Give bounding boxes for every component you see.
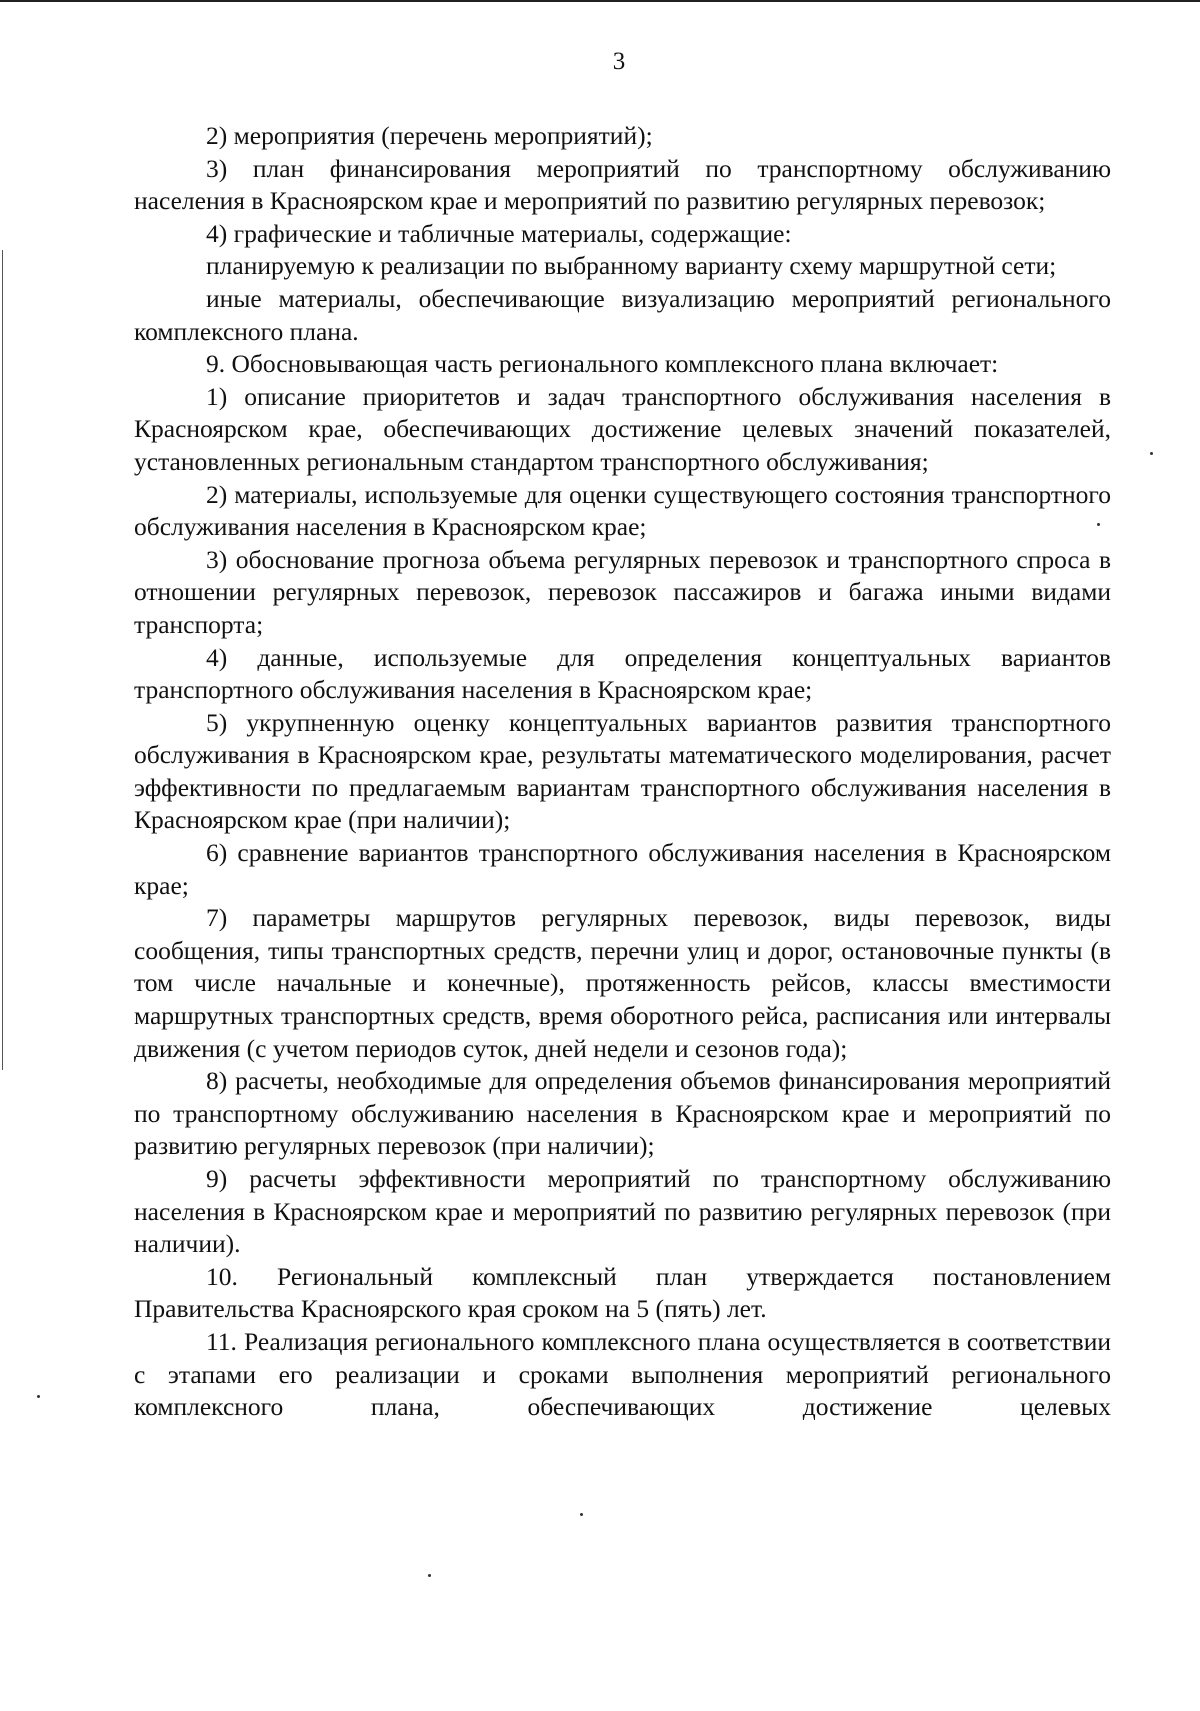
- document-body: [134, 120, 1111, 1424]
- scan-speck: [1097, 523, 1100, 526]
- scan-speck: [428, 1574, 431, 1577]
- clause-9-item-3: 3) обоснование прогноза объема регулярных перевозок и транспортного спроса в отношении регулярных перевозок, перевозок пассажиров и багажа иными видами транспорта;: [134, 544, 1111, 639]
- clause-9-justification: 9. Обосновывающая часть регионального комплексного плана включает:: [206, 349, 999, 379]
- scan-speck: [37, 1395, 40, 1398]
- clause-9-item-5: 5) укрупненную оценку концептуальных вариантов развития транспортного обслуживания в Красноярском крае, результаты математического моделирования, расчет эффективности по предлагаемым вариантам транспортного обслуживания населения в Красноярском крае (при наличии);: [134, 707, 1111, 835]
- list-item-4-graphic-materials: 4) графические и табличные материалы, содержащие:: [206, 218, 792, 248]
- page-number: 3: [612, 48, 626, 75]
- clause-10-approval: 10. Региональный комплексный план утверждается постановлением Правительства Красноярского края сроком на 5 (пять) лет.: [134, 1261, 1111, 1324]
- clause-11-implementation: 11. Реализация регионального комплексного плана осуществляется в соответствии с этапами его реализации и сроками выполнения мероприятий регионального комплексного плана, обеспечивающих достижение целевых: [134, 1326, 1111, 1422]
- scan-left-edge: [2, 250, 3, 1070]
- clause-9-item-1: 1) описание приоритетов и задач транспортного обслуживания населения в Красноярском крае, обеспечивающих достижение целевых значений показателей, установленных региональным стандартом транспортного обслуживания;: [134, 381, 1111, 476]
- scan-speck: [580, 1513, 583, 1516]
- clause-9-item-9: 9) расчеты эффективности мероприятий по транспортному обслуживанию населения в Красноярском крае и мероприятий по развитию регулярных перевозок (при наличии).: [134, 1164, 1111, 1259]
- clause-9-item-6: 6) сравнение вариантов транспортного обслуживания населения в Красноярском крае;: [134, 838, 1111, 900]
- sub-item-route-network: планируемую к реализации по выбранному варианту схему маршрутной сети;: [206, 251, 1057, 281]
- clause-9-item-8: 8) расчеты, необходимые для определения объемов финансирования мероприятий по транспортному обслуживанию населения в Красноярском крае и мероприятий по развитию регулярных перевозок (при наличии);: [134, 1066, 1111, 1161]
- list-item-2-measures: 2) мероприятия (перечень мероприятий);: [206, 121, 653, 150]
- clause-9-item-2: 2) материалы, используемые для оценки существующего состояния транспортного обслуживания населения в Красноярском крае;: [134, 479, 1111, 542]
- list-item-3-financing-plan: 3) план финансирования мероприятий по транспортному обслуживанию населения в Красноярском крае и мероприятий по развитию регулярных перевозок;: [134, 153, 1111, 216]
- scan-speck: [1150, 452, 1153, 455]
- clause-9-item-4: 4) данные, используемые для определения концептуальных вариантов транспортного обслуживания населения в Красноярском крае;: [134, 642, 1111, 705]
- clause-9-item-7: 7) параметры маршрутов регулярных перевозок, виды перевозок, виды сообщения, типы транспортных средств, перечни улиц и дорог, остановочные пункты (в том числе начальные и конечные), протяженность рейсов, классы вместимости маршрутных транспортных средств, время оборотного рейса, расписания или интервалы движения (с учетом периодов суток, дней недели и сезонов года);: [134, 903, 1111, 1063]
- sub-item-other-materials: иные материалы, обеспечивающие визуализацию мероприятий регионального комплексного плана.: [134, 283, 1111, 346]
- scan-top-edge: [0, 0, 1200, 2]
